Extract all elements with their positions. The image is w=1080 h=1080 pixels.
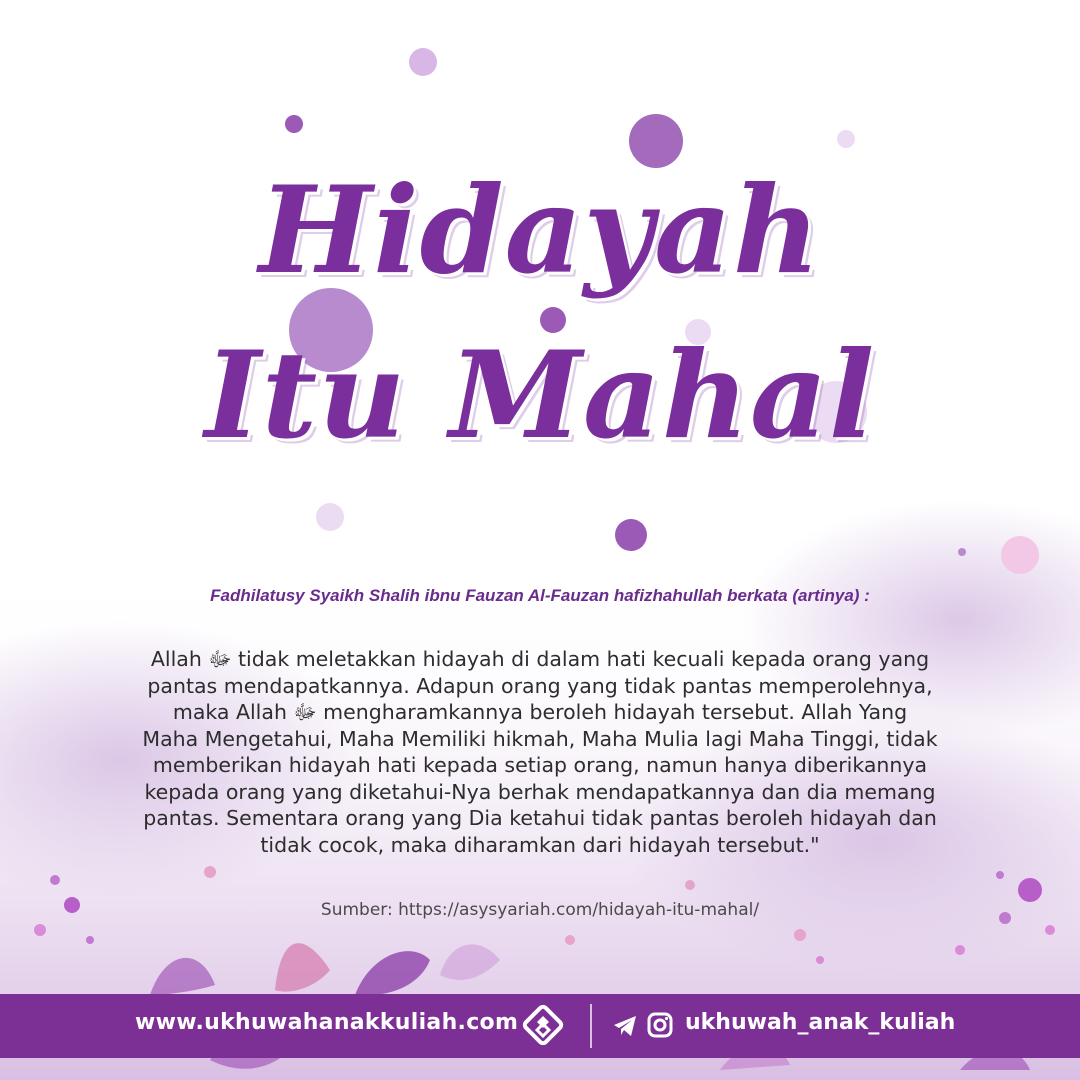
footer-bar <box>0 994 1080 1058</box>
quote-line: Allah ﷻ tidak meletakkan hidayah di dalam hati kecuali kepada orang yang <box>150 647 930 671</box>
title-line-2: Itu Mahal <box>204 325 876 466</box>
quote-line: Maha Mengetahui, Maha Memiliki hikmah, Maha Mulia lagi Maha Tinggi, tidak <box>142 726 938 751</box>
brand-logo-icon <box>520 1002 566 1048</box>
quote-line: maka Allah ﷻ mengharamkannya beroleh hidayah tersebut. Allah Yang <box>172 700 908 724</box>
quote-attribution: Fadhilatusy Syaikh Shalih ibnu Fauzan Al-Fauzan hafizhahullah berkata (artinya) : <box>210 586 870 605</box>
footer-divider <box>590 1004 592 1048</box>
quote-line: memberikan hidayah hati kepada setiap orang, namun hanya diberikannya <box>152 753 928 777</box>
quote-text <box>100 646 980 858</box>
title-line-1: Hidayah <box>258 160 822 301</box>
source-citation: Sumber: https://asysyariah.com/hidayah-itu-mahal/ <box>320 900 760 920</box>
website-link[interactable]: www.ukhuwahanakkuliah.com <box>135 1010 519 1035</box>
instagram-icon[interactable] <box>647 1012 673 1038</box>
quote-line: tidak cocok, maka diharamkan dari hidayah tersebut." <box>260 832 820 857</box>
quote-line: pantas. Sementara orang yang Dia ketahui tidak pantas beroleh hidayah dan <box>143 806 937 830</box>
social-handle[interactable]: ukhuwah_anak_kuliah <box>685 1010 956 1035</box>
quote-line: pantas mendapatkannya. Adapun orang yang tidak pantas memperolehnya, <box>147 673 933 698</box>
telegram-icon[interactable] <box>612 1013 638 1039</box>
quote-line: kepada orang yang diketahui-Nya berhak mendapatkannya dan dia memang <box>144 779 936 804</box>
